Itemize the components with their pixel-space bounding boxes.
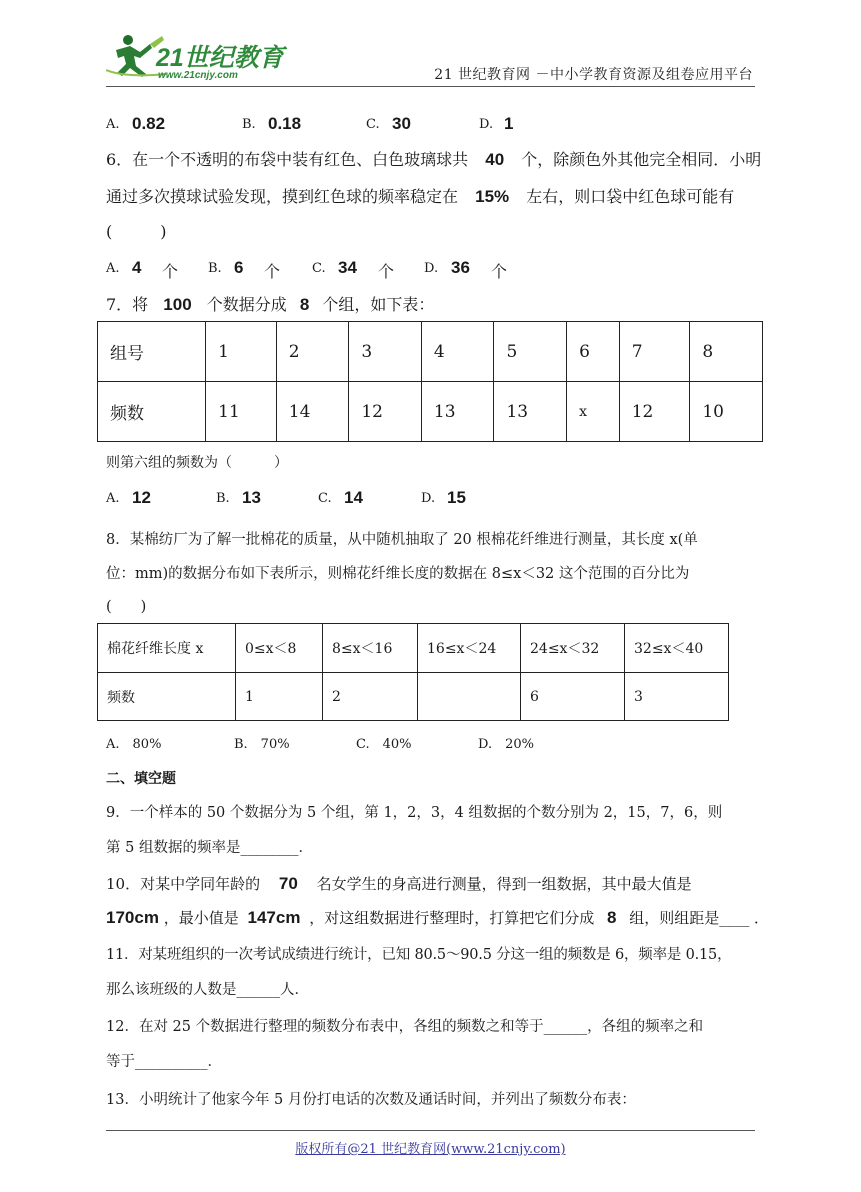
table-cell: 12: [619, 382, 690, 442]
q8-option-b: B. 70%: [234, 737, 290, 752]
table-cell: 2: [323, 673, 418, 721]
q5-option-d-label: D.: [479, 117, 494, 132]
q7-text-b: 个数据分成: [206, 295, 287, 314]
table-cell: 11: [206, 382, 277, 442]
q6-option-b-label: B.: [208, 261, 222, 276]
q13-line1: 13．小明统计了他家今年 5 月份打电话的次数及通话时间，并列出了频数分布表：: [106, 1092, 636, 1108]
q5-option-d: 1: [504, 114, 514, 133]
q7-option-c: 14: [344, 488, 363, 507]
q6-answer-blank: ( ): [106, 222, 167, 241]
q10-min-value: 147cm: [247, 908, 301, 927]
q5-option-c: 30: [392, 114, 411, 133]
q10-text-c: ，最小值是: [163, 909, 239, 927]
q8-cotton-table: [97, 623, 729, 721]
section-fill-in-blank-heading: 二、填空题: [106, 771, 176, 787]
q7-stem: [106, 295, 434, 315]
table-cell: 4: [421, 322, 494, 382]
header-site-name: 21 世纪教育网 －中小学教育资源及组卷应用平台: [434, 67, 753, 83]
table-cell: 16≤x＜24: [418, 624, 521, 673]
q7-question: 则第六组的频数为（ ）: [106, 455, 288, 471]
q6-frequency: 15%: [475, 187, 510, 206]
table-cell: 14: [276, 382, 349, 442]
q7-option-a: 12: [132, 488, 151, 507]
q7-option-a-label: A.: [106, 491, 120, 506]
q8-option-d: D. 20%: [478, 737, 534, 752]
logo-url: www.21cnjy.com: [158, 70, 238, 81]
q6-ball-count: 40: [485, 150, 505, 169]
q7-option-c-label: C.: [318, 491, 332, 506]
q10-student-count: 70: [278, 874, 298, 893]
table-cell: 7: [619, 322, 690, 382]
header-divider: [106, 86, 755, 87]
q5-option-b-label: B.: [242, 117, 256, 132]
table-cell: 1: [236, 673, 323, 721]
q7-option-d: 15: [447, 488, 466, 507]
q6-text-d: 左右，则口袋中红色球可能有: [526, 187, 735, 206]
table-cell: 6: [567, 322, 620, 382]
q7-frequency-table: [97, 321, 763, 442]
logo-text: 21世纪教育: [156, 44, 284, 72]
q6-option-c: 34: [338, 258, 357, 277]
table-cell: 13: [421, 382, 494, 442]
q9-line1: 9．一个样本的 50 个数据分为 5 个组，第 1，2，3，4 组数据的个数分别为 2，15，7，6，则: [106, 805, 723, 821]
q6-option-a: 4: [132, 258, 142, 277]
table-row: [98, 624, 729, 673]
q12-line2: 等于__________．: [106, 1054, 222, 1070]
table-cell: 频数: [98, 382, 206, 442]
q7-group-count: 8: [299, 295, 310, 314]
table-cell: x: [567, 382, 620, 442]
table-row: [98, 382, 763, 442]
table-cell: 10: [690, 382, 763, 442]
q7-option-d-label: D.: [421, 491, 436, 506]
table-cell: 8: [690, 322, 763, 382]
q7-data-count: 100: [163, 295, 192, 314]
table-cell: 12: [349, 382, 422, 442]
footer-divider: [106, 1130, 755, 1131]
table-row: [98, 673, 729, 721]
q6-option-d-label: D.: [424, 261, 439, 276]
q6-option-a-label: A.: [106, 261, 120, 276]
q8-answer-blank: ( ): [106, 599, 147, 615]
table-cell: 1: [206, 322, 277, 382]
table-cell: [418, 673, 521, 721]
q12-line1: 12．在对 25 个数据进行整理的频数分布表中，各组的频数之和等于______，各组的频率之和: [106, 1019, 704, 1035]
q6-line1: [106, 150, 761, 170]
table-cell: 3: [349, 322, 422, 382]
site-logo[interactable]: [106, 30, 306, 85]
q7-text-c: 个组，如下表：: [322, 295, 435, 314]
table-cell: 6: [521, 673, 625, 721]
table-cell: 组号: [98, 322, 206, 382]
q5-option-b: 0.18: [268, 114, 302, 133]
q6-option-d: 36: [451, 258, 470, 277]
q6-option-a-unit: 个: [162, 262, 179, 281]
q10-max-value: 170cm: [106, 908, 159, 927]
table-cell: 5: [494, 322, 567, 382]
q8-option-a: A. 80%: [106, 737, 162, 752]
q7-option-b-label: B.: [216, 491, 230, 506]
table-row: [98, 322, 763, 382]
q6-option-b-unit: 个: [264, 262, 281, 281]
table-cell: 2: [276, 322, 349, 382]
q8-line2: 位：mm)的数据分布如下表所示，则棉花纤维长度的数据在 8≤x＜32 这个范围的百分比为: [106, 566, 690, 582]
q7-option-b: 13: [242, 488, 261, 507]
q10-text-a: 10．对某中学同年龄的: [106, 875, 261, 893]
q6-option-b: 6: [234, 258, 244, 277]
table-cell: 13: [494, 382, 567, 442]
table-cell: 0≤x＜8: [236, 624, 323, 673]
q7-text-a: 7．将: [106, 295, 149, 314]
table-cell: 8≤x＜16: [323, 624, 418, 673]
q8-option-c: C. 40%: [356, 737, 412, 752]
footer-copyright-link[interactable]: 版权所有@21 世纪教育网(www.21cnjy.com): [295, 1142, 566, 1157]
q5-option-a-label: A.: [106, 117, 120, 132]
q6-option-c-unit: 个: [378, 262, 395, 281]
q5-option-c-label: C.: [366, 117, 380, 132]
q6-option-d-unit: 个: [491, 262, 508, 281]
q10-line2: [106, 908, 769, 928]
q8-line1: 8．某棉纺厂为了解一批棉花的质量，从中随机抽取了 20 根棉花纤维进行测量，其长度 x(单: [106, 532, 698, 548]
table-cell: 24≤x＜32: [521, 624, 625, 673]
table-cell: 频数: [98, 673, 236, 721]
q10-text-d: ，对这组数据进行整理时，打算把它们分成: [309, 909, 595, 927]
q10-text-e: 组，则组距是____ ．: [629, 909, 770, 927]
table-cell: 棉花纤维长度 x: [98, 624, 236, 673]
table-cell: 32≤x＜40: [625, 624, 729, 673]
q10-line1: [106, 874, 692, 894]
q11-line2: 那么该班级的人数是______人．: [106, 982, 309, 998]
q10-group-count: 8: [607, 908, 617, 927]
q6-line2: [106, 187, 734, 207]
q5-option-a: 0.82: [132, 114, 166, 133]
runner-logo-icon: [106, 30, 306, 85]
q10-text-b: 名女学生的身高进行测量，得到一组数据，其中最大值是: [316, 875, 692, 893]
q6-text-a: 6．在一个不透明的布袋中装有红色、白色玻璃球共: [106, 150, 469, 169]
q6-text-c: 通过多次摸球试验发现，摸到红色球的频率稳定在: [106, 187, 459, 206]
q11-line1: 11．对某班组织的一次考试成绩进行统计，已知 80.5～90.5 分这一组的频数是 6，频率是 0.15，: [106, 947, 732, 963]
q6-option-c-label: C.: [312, 261, 326, 276]
q9-line2: 第 5 组数据的频率是________．: [106, 840, 313, 856]
q6-text-b: 个，除颜色外其他完全相同．小明: [521, 150, 762, 169]
table-cell: 3: [625, 673, 729, 721]
